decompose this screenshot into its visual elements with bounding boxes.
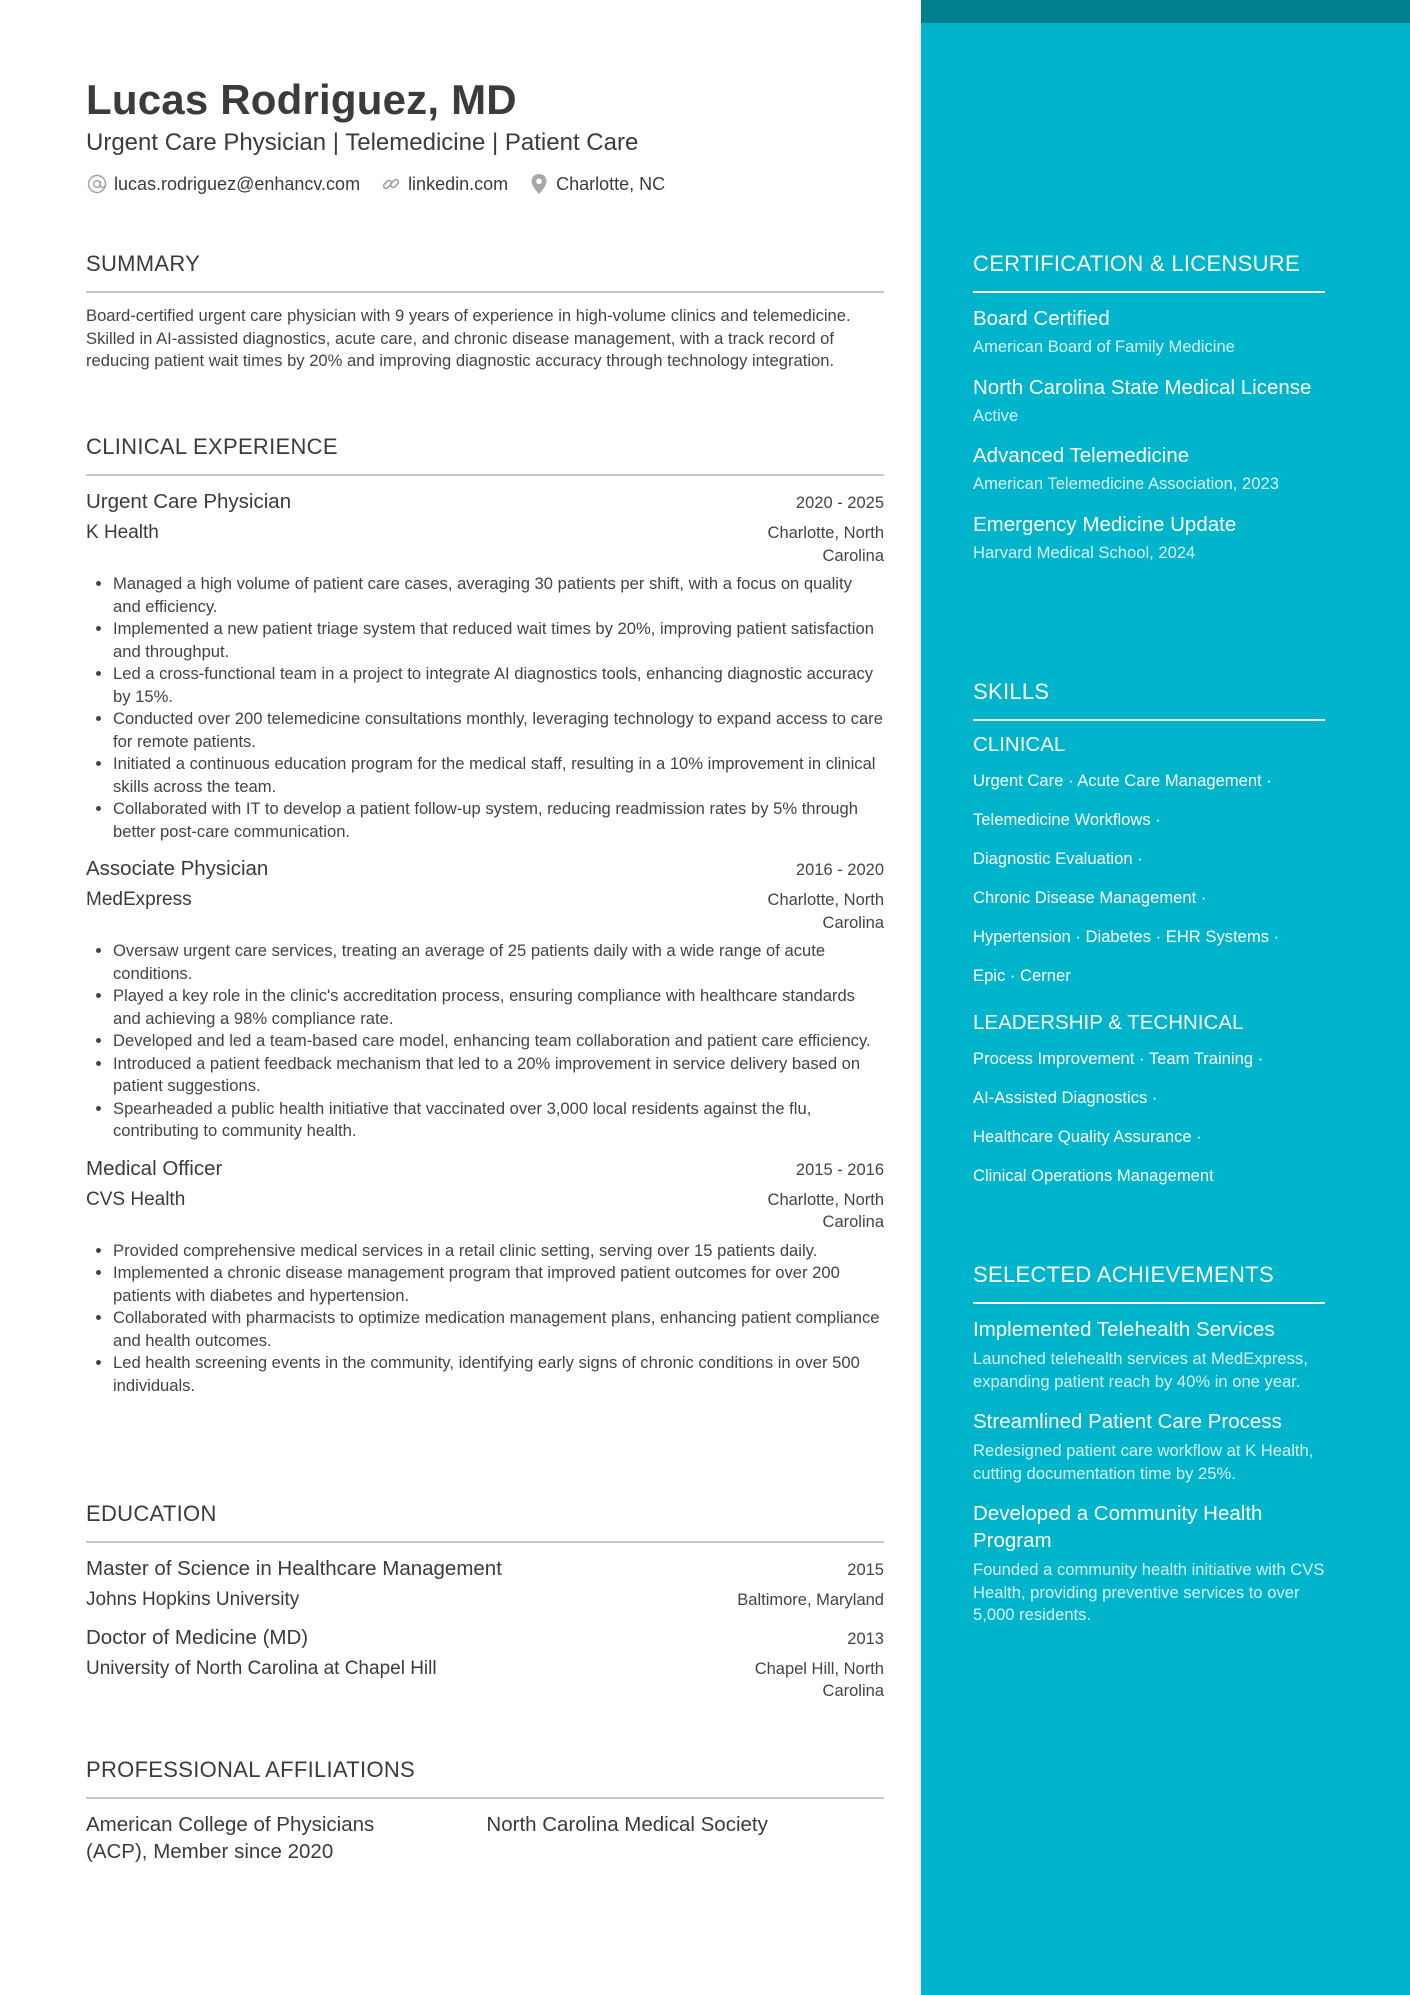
education-entry [86,1557,884,1612]
certification-item [973,305,1325,359]
skills-title: SKILLS [973,679,1325,721]
sidebar-top-bar [921,0,1410,23]
job-entry [86,490,884,843]
job-bullet: • Oversaw urgent care services, treating an average of 25 patients daily with a wide range of acute conditions. [113,940,884,985]
certification-name: Advanced Telemedicine [973,444,1190,467]
at-icon [86,173,108,195]
education-title: EDUCATION [86,1501,884,1543]
job-dates: 2015 - 2016 [795,1160,884,1179]
school: University of North Carolina at Chapel Hill [86,1657,437,1679]
job-entry [86,857,884,1143]
job-bullet: • Led a cross-functional team in a project to integrate AI diagnostics tools, enhancing diagnostic accuracy by 15%. [113,663,884,708]
job-dates: 2016 - 2020 [795,861,884,879]
skill-line: Clinical Operations Management [973,1166,1214,1185]
job-location: Charlotte, North Carolina [767,524,884,565]
job-bullets [86,573,884,843]
map-pin-icon [528,173,550,195]
school-location: Chapel Hill, North Carolina [754,1659,884,1700]
job-bullet: • Collaborated with pharmacists to optimize medication management plans, enhancing patient compliance and health outcomes. [113,1307,884,1352]
job-dates: 2020 - 2025 [795,494,884,512]
skill-group-heading: LEADERSHIP & TECHNICAL [973,1011,1244,1034]
contact-location [528,173,665,195]
job-bullet: • Managed a high volume of patient care cases, averaging 30 patients per shift, with a focus on quality and efficiency. [113,573,884,618]
job-bullet: • Collaborated with IT to develop a patient follow-up system, reducing readmission rates by 5% through better post-care communication. [113,798,884,843]
job-role: Associate Physician [86,857,269,880]
certification-org: Harvard Medical School, 2024 [973,542,1196,562]
skill-line: Urgent Care · Acute Care Management · [973,771,1272,790]
education-section [86,1501,884,1703]
job-company: MedExpress [86,889,192,910]
summary-title: SUMMARY [86,251,884,293]
certifications-title: CERTIFICATION & LICENSURE [973,251,1325,293]
skill-line: Diagnostic Evaluation · [973,849,1143,868]
affiliations-title: PROFESSIONAL AFFILIATIONS [86,1757,884,1799]
candidate-subtitle: Urgent Care Physician | Telemedicine | Patient Care [86,129,639,156]
job-bullet: • Implemented a new patient triage system that reduced wait times by 20%, improving patient satisfaction and throughput. [113,618,884,663]
school: Johns Hopkins University [86,1589,300,1610]
skill-line: Epic · Cerner [973,966,1071,985]
experience-title: CLINICAL EXPERIENCE [86,434,884,476]
job-bullets [86,1240,884,1398]
certification-name: Emergency Medicine Update [973,512,1237,536]
degree-year: 2015 [847,1561,884,1579]
job-location: Charlotte, North Carolina [767,1190,884,1231]
sidebar [921,0,1410,1995]
job-bullets [86,940,884,1143]
certification-item [973,374,1325,428]
job-bullet: • Spearheaded a public health initiative that vaccinated over 3,000 local residents against the flu, contributing to community health. [113,1098,884,1143]
achievement-title: Implemented Telehealth Services [973,1318,1275,1341]
job-bullet: • Implemented a chronic disease management program that improved patient outcomes for over 200 patients with diabetes and hypertension. [113,1262,884,1307]
education-entry [86,1626,884,1703]
summary-text: Board-certified urgent care physician with 9 years of experience in high-volume clinics and telemedicine. Skilled in AI-assisted diagnostics, acute care, and chronic disease management, with a track record of reducing patient wait times by 20% and improving diagnostic accuracy through technology integration. [86,306,851,370]
job-company: CVS Health [86,1188,186,1210]
skill-group-heading: CLINICAL [973,733,1066,756]
location-text: Charlotte, NC [556,173,666,194]
job-bullet: • Led health screening events in the community, identifying early signs of chronic conditions in over 500 individuals. [113,1352,884,1397]
email-text: lucas.rodriguez@enhancv.com [114,173,361,194]
degree-year: 2013 [847,1629,884,1648]
contact-email[interactable] [86,173,360,195]
link-icon [380,173,402,195]
job-bullet: • Conducted over 200 telemedicine consultations monthly, leveraging technology to expand access to care for remote patients. [113,708,884,753]
achievements-title: SELECTED ACHIEVEMENTS [973,1262,1325,1304]
candidate-name: Lucas Rodriguez, MD [86,76,517,123]
achievement-desc: Founded a community health initiative with CVS Health, providing preventive services to over 5,000 residents. [973,1560,1325,1624]
achievement-item [973,1316,1325,1393]
certification-org: Active [973,405,1019,425]
certifications-section [973,251,1325,564]
skill-line: Telemedicine Workflows · [973,810,1161,829]
certification-item [973,442,1325,496]
affiliation-item: American College of Physicians (ACP), Member since 2020 [86,1813,375,1863]
achievement-item [973,1500,1325,1627]
certification-org: American Board of Family Medicine [973,337,1235,356]
achievement-desc: Launched telehealth services at MedExpress, expanding patient reach by 40% in one year. [973,1349,1308,1391]
certification-name: North Carolina State Medical License [973,375,1312,399]
job-bullet: • Played a key role in the clinic's accreditation process, ensuring compliance with healthcare standards and achieving a 98% compliance rate. [113,985,884,1030]
school-location: Baltimore, Maryland [737,1591,884,1609]
job-bullet: • Initiated a continuous education program for the medical staff, resulting in a 10% improvement in clinical skills across the team. [113,753,884,798]
skill-line: Process Improvement · Team Training · [973,1049,1264,1068]
affiliation-item: North Carolina Medical Society [486,1813,768,1836]
job-role: Medical Officer [86,1156,223,1180]
contact-linkedin[interactable] [380,173,508,195]
job-role: Urgent Care Physician [86,490,292,513]
skill-line: Healthcare Quality Assurance · [973,1127,1202,1146]
achievement-item [973,1408,1325,1485]
achievement-title: Streamlined Patient Care Process [973,1410,1282,1433]
summary-section [86,251,884,373]
achievement-desc: Redesigned patient care workflow at K Health, cutting documentation time by 25%. [973,1441,1314,1483]
skill-line: Hypertension · Diabetes · EHR Systems · [973,927,1280,946]
degree: Doctor of Medicine (MD) [86,1625,309,1649]
certification-org: American Telemedicine Association, 2023 [973,474,1279,493]
skill-line: AI-Assisted Diagnostics · [973,1088,1158,1107]
degree: Master of Science in Healthcare Management [86,1557,502,1580]
job-company: K Health [86,522,159,543]
job-bullet: • Developed and led a team-based care model, enhancing team collaboration and patient care efficiency. [113,1030,884,1053]
job-bullet: • Provided comprehensive medical services in a retail clinic setting, serving over 15 patients daily. [113,1240,884,1263]
certification-item [973,511,1325,565]
certification-name: Board Certified [973,307,1110,330]
affiliations-section [86,1757,884,1865]
achievement-title: Developed a Community Health Program [973,1502,1263,1552]
contact-bar [86,173,685,195]
skills-section [973,679,1325,1195]
job-entry [86,1157,884,1398]
job-location: Charlotte, North Carolina [767,891,884,932]
experience-section [86,434,884,1397]
skill-line: Chronic Disease Management · [973,888,1207,907]
job-bullet: • Introduced a patient feedback mechanism that led to a 20% improvement in service delivery based on patient suggestions. [113,1053,884,1098]
achievements-section [973,1262,1325,1627]
linkedin-text: linkedin.com [408,173,509,194]
